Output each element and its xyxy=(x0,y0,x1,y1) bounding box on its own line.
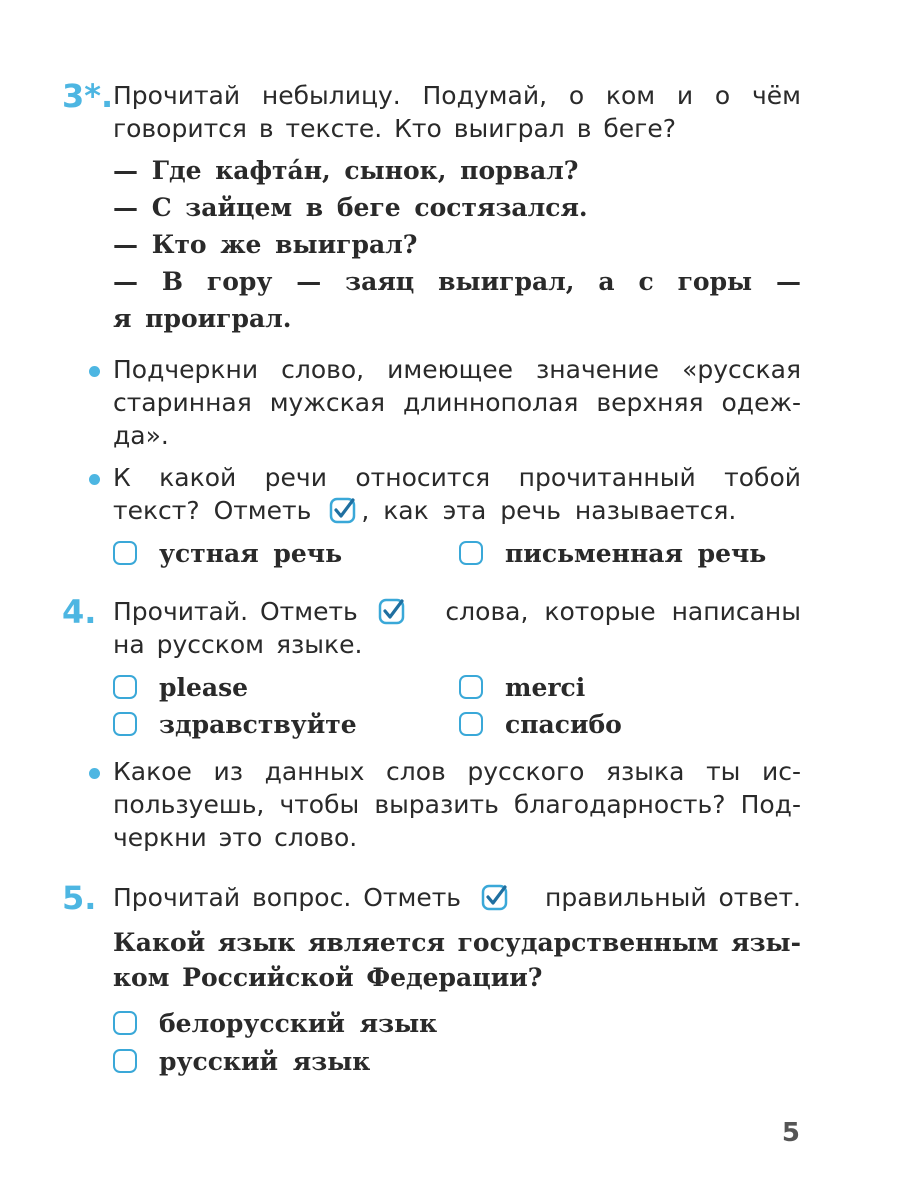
checked-box-icon xyxy=(329,496,357,524)
option-label: белорусский язык xyxy=(159,1008,438,1038)
task-number-5: 5. xyxy=(62,879,97,917)
bullet-dot-icon xyxy=(89,366,100,377)
empty-checkbox-icon[interactable] xyxy=(459,675,483,699)
empty-checkbox-icon[interactable] xyxy=(113,675,137,699)
bullet1-line: да». xyxy=(113,421,169,450)
empty-checkbox-icon[interactable] xyxy=(113,1011,137,1035)
dialogue-line: я проиграл. xyxy=(113,304,292,333)
bullet2-line2 xyxy=(113,494,801,527)
task4-instruction-start: Прочитай. Отметь xyxy=(113,597,358,626)
empty-checkbox-icon[interactable] xyxy=(113,712,137,736)
task3-instruction xyxy=(113,79,801,145)
dialogue-line: — Где кафта́н, сынок, порвал? xyxy=(113,156,579,185)
option-please[interactable] xyxy=(113,669,248,705)
task5-instruction-start: Прочитай вопрос. Отметь xyxy=(113,883,462,912)
bullet-dot-icon xyxy=(89,474,100,485)
task4-instruction xyxy=(113,595,801,661)
dialogue-line: — Кто же выиграл? xyxy=(113,230,418,259)
bullet2-line2-start: текст? Отметь xyxy=(113,496,312,525)
option-merci[interactable] xyxy=(459,669,585,705)
option-oral-speech[interactable] xyxy=(113,535,342,571)
task3-dialogue xyxy=(113,152,801,337)
option-russian[interactable] xyxy=(113,1043,370,1079)
option-zdravstvuyte[interactable] xyxy=(113,706,357,742)
task3-instruction-line2: говорится в тексте. Кто выиграл в беге? xyxy=(113,114,676,143)
task-number-3: 3*. xyxy=(62,77,114,115)
option-written-speech[interactable] xyxy=(459,535,766,571)
bullet1-line: Подчеркни слово, имеющее значение «русская xyxy=(113,355,801,384)
question-line: ком Российской Федерации? xyxy=(113,963,543,992)
bullet2-line1: К какой речи относится прочитанный тобой xyxy=(113,463,801,492)
bullet2-line2-end: , как эта речь называется. xyxy=(361,496,737,525)
task4-bullet xyxy=(113,755,801,854)
task3-bullet1 xyxy=(113,353,801,452)
task4-bullet-line: Какое из данных слов русского языка ты ис- xyxy=(113,757,801,786)
bullet1-line: старинная мужская длиннополая верхняя одеж- xyxy=(113,388,801,417)
task4-instruction-line2: на русском языке. xyxy=(113,630,363,659)
checked-box-icon xyxy=(481,883,509,911)
task3-bullet2 xyxy=(113,461,801,527)
option-label: устная речь xyxy=(159,538,343,568)
option-label: спасибо xyxy=(505,709,622,739)
task4-bullet-line: черкни это слово. xyxy=(113,823,358,852)
task4-bullet-line: пользуешь, чтобы выразить благодарность? Под- xyxy=(113,790,801,819)
dialogue-line: — С зайцем в беге состязался. xyxy=(113,193,588,222)
option-label: русский язык xyxy=(159,1046,371,1076)
task-number-4: 4. xyxy=(62,593,97,631)
checked-box-icon xyxy=(378,597,406,625)
option-belarusian[interactable] xyxy=(113,1005,437,1041)
task5-question xyxy=(113,925,801,995)
question-line: Какой язык является государственным язы- xyxy=(113,928,801,957)
empty-checkbox-icon[interactable] xyxy=(113,1049,137,1073)
bullet-dot-icon xyxy=(89,768,100,779)
task5-instruction-end: правильный ответ. xyxy=(545,883,801,912)
empty-checkbox-icon[interactable] xyxy=(459,541,483,565)
empty-checkbox-icon[interactable] xyxy=(113,541,137,565)
task3-instruction-line1: Прочитай небылицу. Подумай, о ком и о чём xyxy=(113,81,801,110)
task4-instruction-line1 xyxy=(113,595,801,628)
option-spasibo[interactable] xyxy=(459,706,622,742)
empty-checkbox-icon[interactable] xyxy=(459,712,483,736)
dialogue-line: — В гору — заяц выиграл, а с горы — xyxy=(113,267,801,296)
task4-instruction-end: слова, которые написаны xyxy=(445,597,801,626)
task5-instruction xyxy=(113,881,801,914)
option-label: здравствуйте xyxy=(159,709,357,739)
option-label: merci xyxy=(505,672,586,702)
page-number: 5 xyxy=(781,1118,800,1148)
option-label: письменная речь xyxy=(505,538,767,568)
option-label: please xyxy=(159,672,249,702)
